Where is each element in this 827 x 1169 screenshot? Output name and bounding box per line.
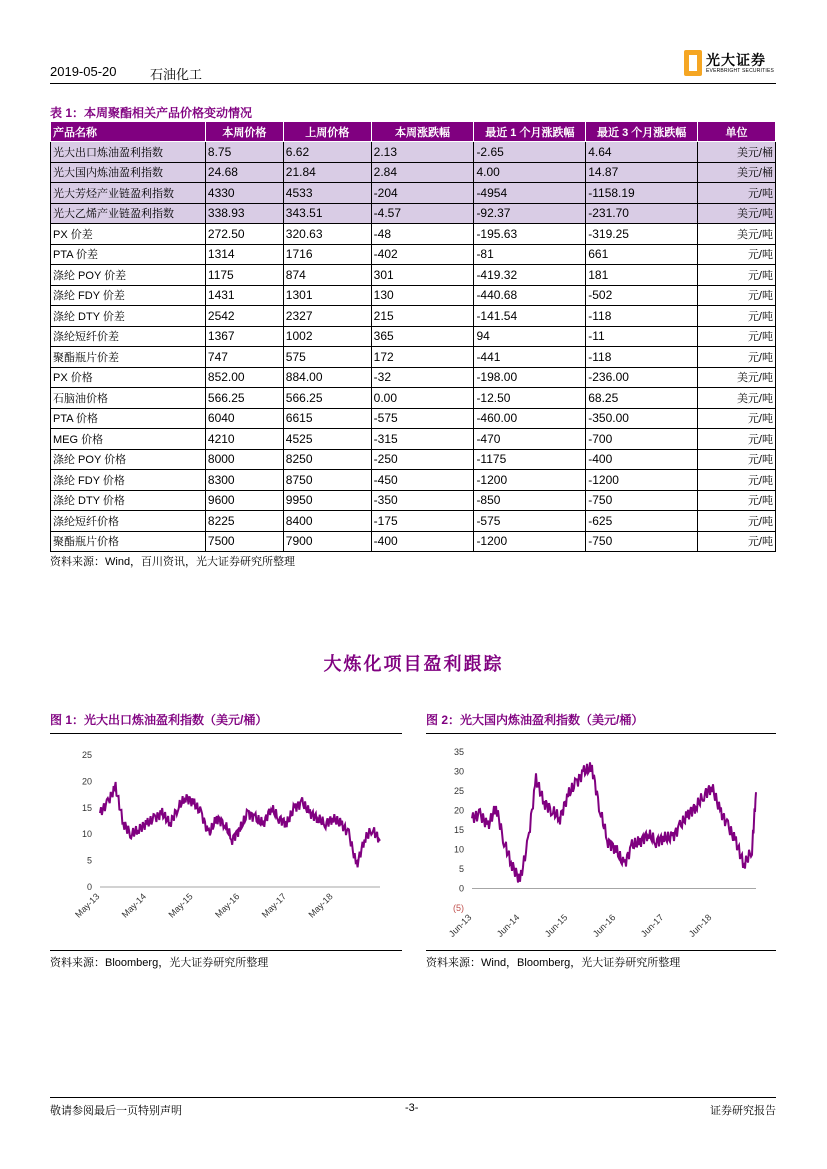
- unit-cell: 元/吨: [698, 183, 776, 204]
- table-header-row: [51, 122, 776, 142]
- y-tick-label: 0: [458, 883, 464, 894]
- x-tick-label: Jun-18: [686, 912, 714, 939]
- y-tick-label: 10: [81, 829, 92, 840]
- value-cell: -236.00: [586, 367, 698, 388]
- unit-cell: 美元/吨: [698, 388, 776, 409]
- value-cell: 566.25: [205, 388, 283, 409]
- value-cell: 1314: [205, 244, 283, 265]
- table-row: [51, 285, 776, 306]
- value-cell: -850: [474, 490, 586, 511]
- logo-mark-icon: [684, 50, 702, 76]
- unit-cell: 元/吨: [698, 244, 776, 265]
- value-cell: -1200: [586, 470, 698, 491]
- table-row: [51, 306, 776, 327]
- value-cell: -250: [371, 449, 474, 470]
- value-cell: -419.32: [474, 265, 586, 286]
- y-tick-label: 20: [81, 776, 92, 787]
- table-row: [51, 408, 776, 429]
- value-cell: -48: [371, 224, 474, 245]
- x-tick-label: Jun-13: [446, 912, 474, 939]
- value-cell: -441: [474, 347, 586, 368]
- value-cell: -2.65: [474, 142, 586, 163]
- value-cell: -460.00: [474, 408, 586, 429]
- unit-cell: 美元/吨: [698, 203, 776, 224]
- figure-1-bottom-rule: [50, 950, 402, 951]
- product-name-cell: PTA 价格: [51, 408, 206, 429]
- table-row: [51, 183, 776, 204]
- value-cell: -231.70: [586, 203, 698, 224]
- product-name-cell: 光大乙烯产业链盈利指数: [51, 203, 206, 224]
- value-cell: 9950: [283, 490, 371, 511]
- product-name-cell: 涤纶 POY 价差: [51, 265, 206, 286]
- value-cell: -750: [586, 531, 698, 552]
- value-cell: -575: [474, 511, 586, 532]
- y-tick-label: (5): [453, 903, 464, 913]
- report-date: 2019-05-20: [50, 64, 117, 79]
- column-header: 本周涨跌幅: [371, 122, 474, 142]
- value-cell: -1200: [474, 531, 586, 552]
- value-cell: 0.00: [371, 388, 474, 409]
- page-header: [50, 52, 776, 84]
- value-cell: 1367: [205, 326, 283, 347]
- table-row: [51, 490, 776, 511]
- footer-report-type: 证券研究报告: [710, 1105, 776, 1117]
- value-cell: 272.50: [205, 224, 283, 245]
- column-header: 最近 1 个月涨跌幅: [474, 122, 586, 142]
- product-name-cell: MEG 价格: [51, 429, 206, 450]
- value-cell: 6040: [205, 408, 283, 429]
- table-row: [51, 162, 776, 183]
- table-row: [51, 531, 776, 552]
- value-cell: 1431: [205, 285, 283, 306]
- value-cell: -315: [371, 429, 474, 450]
- figure-1-top-rule: [50, 733, 402, 734]
- value-cell: -4954: [474, 183, 586, 204]
- figure-1-chart: [50, 740, 402, 945]
- value-cell: -92.37: [474, 203, 586, 224]
- table-row: [51, 265, 776, 286]
- y-tick-label: 5: [458, 864, 464, 874]
- value-cell: -470: [474, 429, 586, 450]
- value-cell: 661: [586, 244, 698, 265]
- x-tick-label: Jun-17: [638, 912, 666, 939]
- x-tick-label: May-17: [259, 891, 289, 920]
- value-cell: 130: [371, 285, 474, 306]
- product-name-cell: 涤纶 FDY 价差: [51, 285, 206, 306]
- value-cell: -1200: [474, 470, 586, 491]
- y-tick-label: 25: [81, 750, 92, 760]
- table-source: 资料来源：Wind，百川资讯，光大证券研究所整理: [50, 556, 296, 568]
- product-name-cell: 光大芳烃产业链盈利指数: [51, 183, 206, 204]
- logo-name: 光大证券: [706, 52, 766, 68]
- page-number: -3-: [405, 1102, 419, 1114]
- value-cell: 6615: [283, 408, 371, 429]
- value-cell: 2.13: [371, 142, 474, 163]
- x-tick-label: May-15: [166, 891, 195, 920]
- value-cell: 8225: [205, 511, 283, 532]
- unit-cell: 元/吨: [698, 285, 776, 306]
- value-cell: -502: [586, 285, 698, 306]
- value-cell: -402: [371, 244, 474, 265]
- x-tick-label: May-18: [306, 891, 335, 920]
- value-cell: 8250: [283, 449, 371, 470]
- value-cell: 2327: [283, 306, 371, 327]
- unit-cell: 美元/吨: [698, 367, 776, 388]
- value-cell: 4525: [283, 429, 371, 450]
- product-name-cell: PX 价格: [51, 367, 206, 388]
- product-name-cell: 涤纶 DTY 价差: [51, 306, 206, 327]
- value-cell: -450: [371, 470, 474, 491]
- value-cell: -400: [586, 449, 698, 470]
- value-cell: 343.51: [283, 203, 371, 224]
- value-cell: -1175: [474, 449, 586, 470]
- product-name-cell: 聚酯瓶片价差: [51, 347, 206, 368]
- value-cell: -141.54: [474, 306, 586, 327]
- value-cell: 884.00: [283, 367, 371, 388]
- value-cell: -750: [586, 490, 698, 511]
- value-cell: -198.00: [474, 367, 586, 388]
- value-cell: -118: [586, 306, 698, 327]
- y-tick-label: 25: [453, 786, 464, 796]
- x-tick-label: May-16: [213, 891, 242, 920]
- series-line: [472, 762, 756, 882]
- unit-cell: 元/吨: [698, 511, 776, 532]
- value-cell: 215: [371, 306, 474, 327]
- value-cell: 8.75: [205, 142, 283, 163]
- value-cell: -11: [586, 326, 698, 347]
- value-cell: -204: [371, 183, 474, 204]
- table-row: [51, 388, 776, 409]
- logo-english: EVERBRIGHT SECURITIES: [706, 68, 775, 74]
- value-cell: -32: [371, 367, 474, 388]
- unit-cell: 元/吨: [698, 408, 776, 429]
- table-row: [51, 244, 776, 265]
- y-tick-label: 35: [453, 747, 464, 757]
- value-cell: -118: [586, 347, 698, 368]
- value-cell: 2.84: [371, 162, 474, 183]
- figure-1-source: 资料来源：Bloomberg，光大证券研究所整理: [50, 957, 269, 969]
- value-cell: 68.25: [586, 388, 698, 409]
- figure-2-title: 图 2：光大国内炼油盈利指数（美元/桶）: [426, 713, 644, 727]
- value-cell: -195.63: [474, 224, 586, 245]
- report-sector: 石油化工: [150, 67, 203, 82]
- unit-cell: 元/吨: [698, 429, 776, 450]
- value-cell: 172: [371, 347, 474, 368]
- column-header: 上周价格: [283, 122, 371, 142]
- column-header: 产品名称: [51, 122, 206, 142]
- product-name-cell: PX 价差: [51, 224, 206, 245]
- value-cell: 575: [283, 347, 371, 368]
- value-cell: 9600: [205, 490, 283, 511]
- table-row: [51, 429, 776, 450]
- unit-cell: 元/吨: [698, 265, 776, 286]
- value-cell: -319.25: [586, 224, 698, 245]
- value-cell: 365: [371, 326, 474, 347]
- value-cell: 338.93: [205, 203, 283, 224]
- x-tick-label: Jun-16: [590, 912, 618, 939]
- table-row: [51, 511, 776, 532]
- product-name-cell: 石脑油价格: [51, 388, 206, 409]
- unit-cell: 元/吨: [698, 306, 776, 327]
- value-cell: 320.63: [283, 224, 371, 245]
- y-tick-label: 15: [453, 825, 464, 835]
- value-cell: -625: [586, 511, 698, 532]
- value-cell: 8750: [283, 470, 371, 491]
- value-cell: -700: [586, 429, 698, 450]
- value-cell: 852.00: [205, 367, 283, 388]
- value-cell: 7900: [283, 531, 371, 552]
- unit-cell: 元/吨: [698, 449, 776, 470]
- table-row: [51, 142, 776, 163]
- value-cell: 4330: [205, 183, 283, 204]
- value-cell: -440.68: [474, 285, 586, 306]
- value-cell: 301: [371, 265, 474, 286]
- figure-1-title: 图 1：光大出口炼油盈利指数（美元/桶）: [50, 713, 268, 727]
- column-header: 单位: [698, 122, 776, 142]
- value-cell: 566.25: [283, 388, 371, 409]
- y-tick-label: 10: [453, 844, 464, 855]
- table-row: [51, 347, 776, 368]
- product-name-cell: 涤纶 FDY 价格: [51, 470, 206, 491]
- value-cell: -4.57: [371, 203, 474, 224]
- y-tick-label: 15: [81, 802, 92, 813]
- value-cell: 6.62: [283, 142, 371, 163]
- value-cell: -1158.19: [586, 183, 698, 204]
- table-row: [51, 326, 776, 347]
- figure-2-bottom-rule: [426, 950, 776, 951]
- value-cell: -350.00: [586, 408, 698, 429]
- product-name-cell: 光大出口炼油盈利指数: [51, 142, 206, 163]
- product-name-cell: PTA 价差: [51, 244, 206, 265]
- table-row: [51, 470, 776, 491]
- value-cell: 874: [283, 265, 371, 286]
- value-cell: 7500: [205, 531, 283, 552]
- unit-cell: 元/吨: [698, 490, 776, 511]
- value-cell: 94: [474, 326, 586, 347]
- table-row: [51, 367, 776, 388]
- page-footer: [50, 1097, 776, 1117]
- y-tick-label: 20: [453, 805, 464, 816]
- footer-disclaimer: 敬请参阅最后一页特别声明: [50, 1105, 182, 1117]
- x-tick-label: May-13: [73, 891, 102, 920]
- table-row: [51, 203, 776, 224]
- value-cell: -12.50: [474, 388, 586, 409]
- x-tick-label: Jun-15: [542, 912, 570, 939]
- value-cell: 2542: [205, 306, 283, 327]
- value-cell: -350: [371, 490, 474, 511]
- y-tick-label: 5: [86, 855, 92, 866]
- figure-2-top-rule: [426, 733, 776, 734]
- unit-cell: 元/吨: [698, 470, 776, 491]
- unit-cell: 美元/桶: [698, 142, 776, 163]
- value-cell: 1002: [283, 326, 371, 347]
- price-table: [50, 121, 776, 552]
- series-line: [100, 782, 380, 867]
- value-cell: 14.87: [586, 162, 698, 183]
- product-name-cell: 聚酯瓶片价格: [51, 531, 206, 552]
- product-name-cell: 涤纶 POY 价格: [51, 449, 206, 470]
- value-cell: 4210: [205, 429, 283, 450]
- value-cell: -81: [474, 244, 586, 265]
- unit-cell: 美元/吨: [698, 224, 776, 245]
- product-name-cell: 涤纶 DTY 价格: [51, 490, 206, 511]
- value-cell: 24.68: [205, 162, 283, 183]
- table-row: [51, 224, 776, 245]
- value-cell: -175: [371, 511, 474, 532]
- x-tick-label: Jun-14: [494, 912, 522, 939]
- value-cell: 4.64: [586, 142, 698, 163]
- value-cell: 8400: [283, 511, 371, 532]
- value-cell: 4.00: [474, 162, 586, 183]
- column-header: 本周价格: [205, 122, 283, 142]
- value-cell: 4533: [283, 183, 371, 204]
- section-title: 大炼化项目盈利跟踪: [323, 654, 504, 674]
- figure-2-source: 资料来源：Wind，Bloomberg，光大证券研究所整理: [426, 957, 681, 969]
- value-cell: 8000: [205, 449, 283, 470]
- value-cell: 8300: [205, 470, 283, 491]
- figure-2-chart: [426, 740, 776, 945]
- y-tick-label: 0: [86, 882, 92, 892]
- unit-cell: 元/吨: [698, 531, 776, 552]
- x-tick-label: May-14: [119, 891, 149, 920]
- table-title: 表 1：本周聚酯相关产品价格变动情况: [50, 106, 253, 120]
- table-row: [51, 449, 776, 470]
- unit-cell: 美元/桶: [698, 162, 776, 183]
- value-cell: 181: [586, 265, 698, 286]
- company-logo: [684, 50, 776, 80]
- value-cell: 1301: [283, 285, 371, 306]
- value-cell: 21.84: [283, 162, 371, 183]
- value-cell: 1175: [205, 265, 283, 286]
- product-name-cell: 光大国内炼油盈利指数: [51, 162, 206, 183]
- value-cell: -575: [371, 408, 474, 429]
- unit-cell: 元/吨: [698, 326, 776, 347]
- product-name-cell: 涤纶短纤价格: [51, 511, 206, 532]
- value-cell: 1716: [283, 244, 371, 265]
- column-header: 最近 3 个月涨跌幅: [586, 122, 698, 142]
- y-tick-label: 30: [453, 766, 464, 777]
- value-cell: -400: [371, 531, 474, 552]
- value-cell: 747: [205, 347, 283, 368]
- unit-cell: 元/吨: [698, 347, 776, 368]
- product-name-cell: 涤纶短纤价差: [51, 326, 206, 347]
